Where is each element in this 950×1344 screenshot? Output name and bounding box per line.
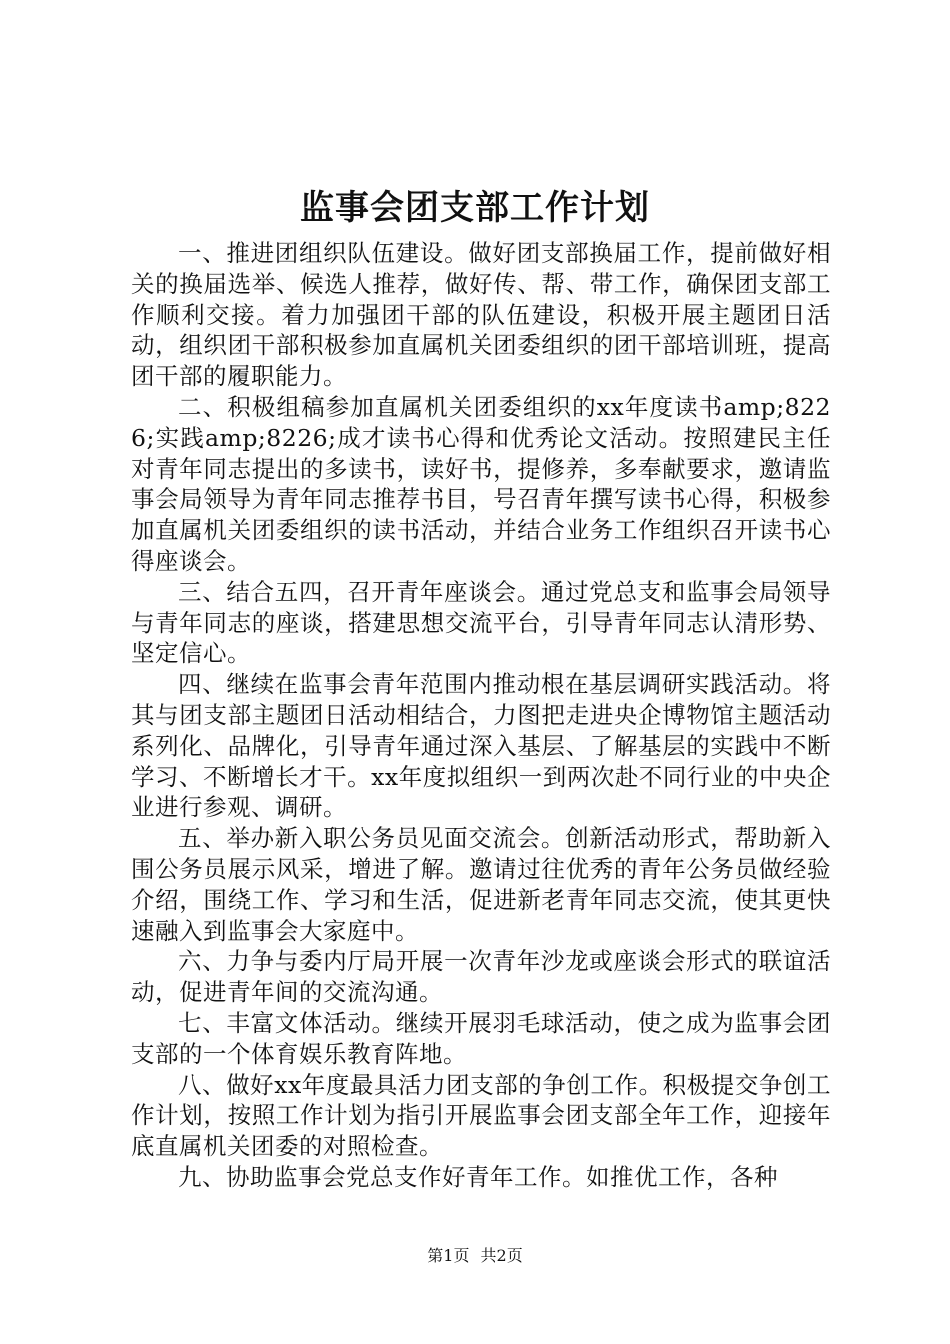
page-number: 第1页: [427, 1246, 470, 1265]
paragraph-8: 八、做好xx年度最具活力团支部的争创工作。积极提交争创工作计划，按照工作计划为指引开展监事会团支部全年工作，迎接年底直属机关团委的对照检查。: [131, 1070, 831, 1161]
page-title: 监事会团支部工作计划: [300, 188, 650, 228]
paragraph-2: 二、积极组稿参加直属机关团委组织的xx年度读书amp;8226;实践amp;8226;成才读书心得和优秀论文活动。按照建民主任对青年同志提出的多读书，读好书，提修养，多奉献要求，邀请监事会局领导为青年同志推荐书目，号召青年撰写读书心得，积极参加直属机关团委组织的读书活动，并结合业务工作组织召开读书心得座谈会。: [131, 392, 831, 575]
paragraph-4: 四、继续在监事会青年范围内推动根在基层调研实践活动。将其与团支部主题团日活动相结合，力图把走进央企博物馆主题活动系列化、品牌化，引导青年通过深入基层、了解基层的实践中不断学习、不断增长才干。xx年度拟组织一到两次赴不同行业的中央企业进行参观、调研。: [131, 670, 831, 822]
paragraph-1: 一、推进团组织队伍建设。做好团支部换届工作，提前做好相关的换届选举、候选人推荐，做好传、帮、带工作，确保团支部工作顺利交接。着力加强团干部的队伍建设，积极开展主题团日活动，组织团干部积极参加直属机关团委组织的团干部培训班，提高团干部的履职能力。: [131, 239, 831, 391]
paragraph-9: 九、协助监事会党总支作好青年工作。如推优工作，各种: [178, 1162, 778, 1191]
page-footer: [0, 1246, 950, 1266]
page-total: 共2页: [480, 1246, 523, 1265]
paragraph-7: 七、丰富文体活动。继续开展羽毛球活动，使之成为监事会团支部的一个体育娱乐教育阵地。: [131, 1008, 831, 1068]
document-body: [131, 238, 831, 1193]
paragraph-3: 三、结合五四，召开青年座谈会。通过党总支和监事会局领导与青年同志的座谈，搭建思想交流平台，引导青年同志认清形势、坚定信心。: [131, 577, 831, 668]
paragraph-6: 六、力争与委内厅局开展一次青年沙龙或座谈会形式的联谊活动，促进青年间的交流沟通。: [131, 947, 831, 1007]
paragraph-5: 五、举办新入职公务员见面交流会。创新活动形式，帮助新入围公务员展示风采，增进了解。邀请过往优秀的青年公务员做经验介绍，围绕工作、学习和生活，促进新老青年同志交流，使其更快速融入到监事会大家庭中。: [131, 824, 831, 945]
